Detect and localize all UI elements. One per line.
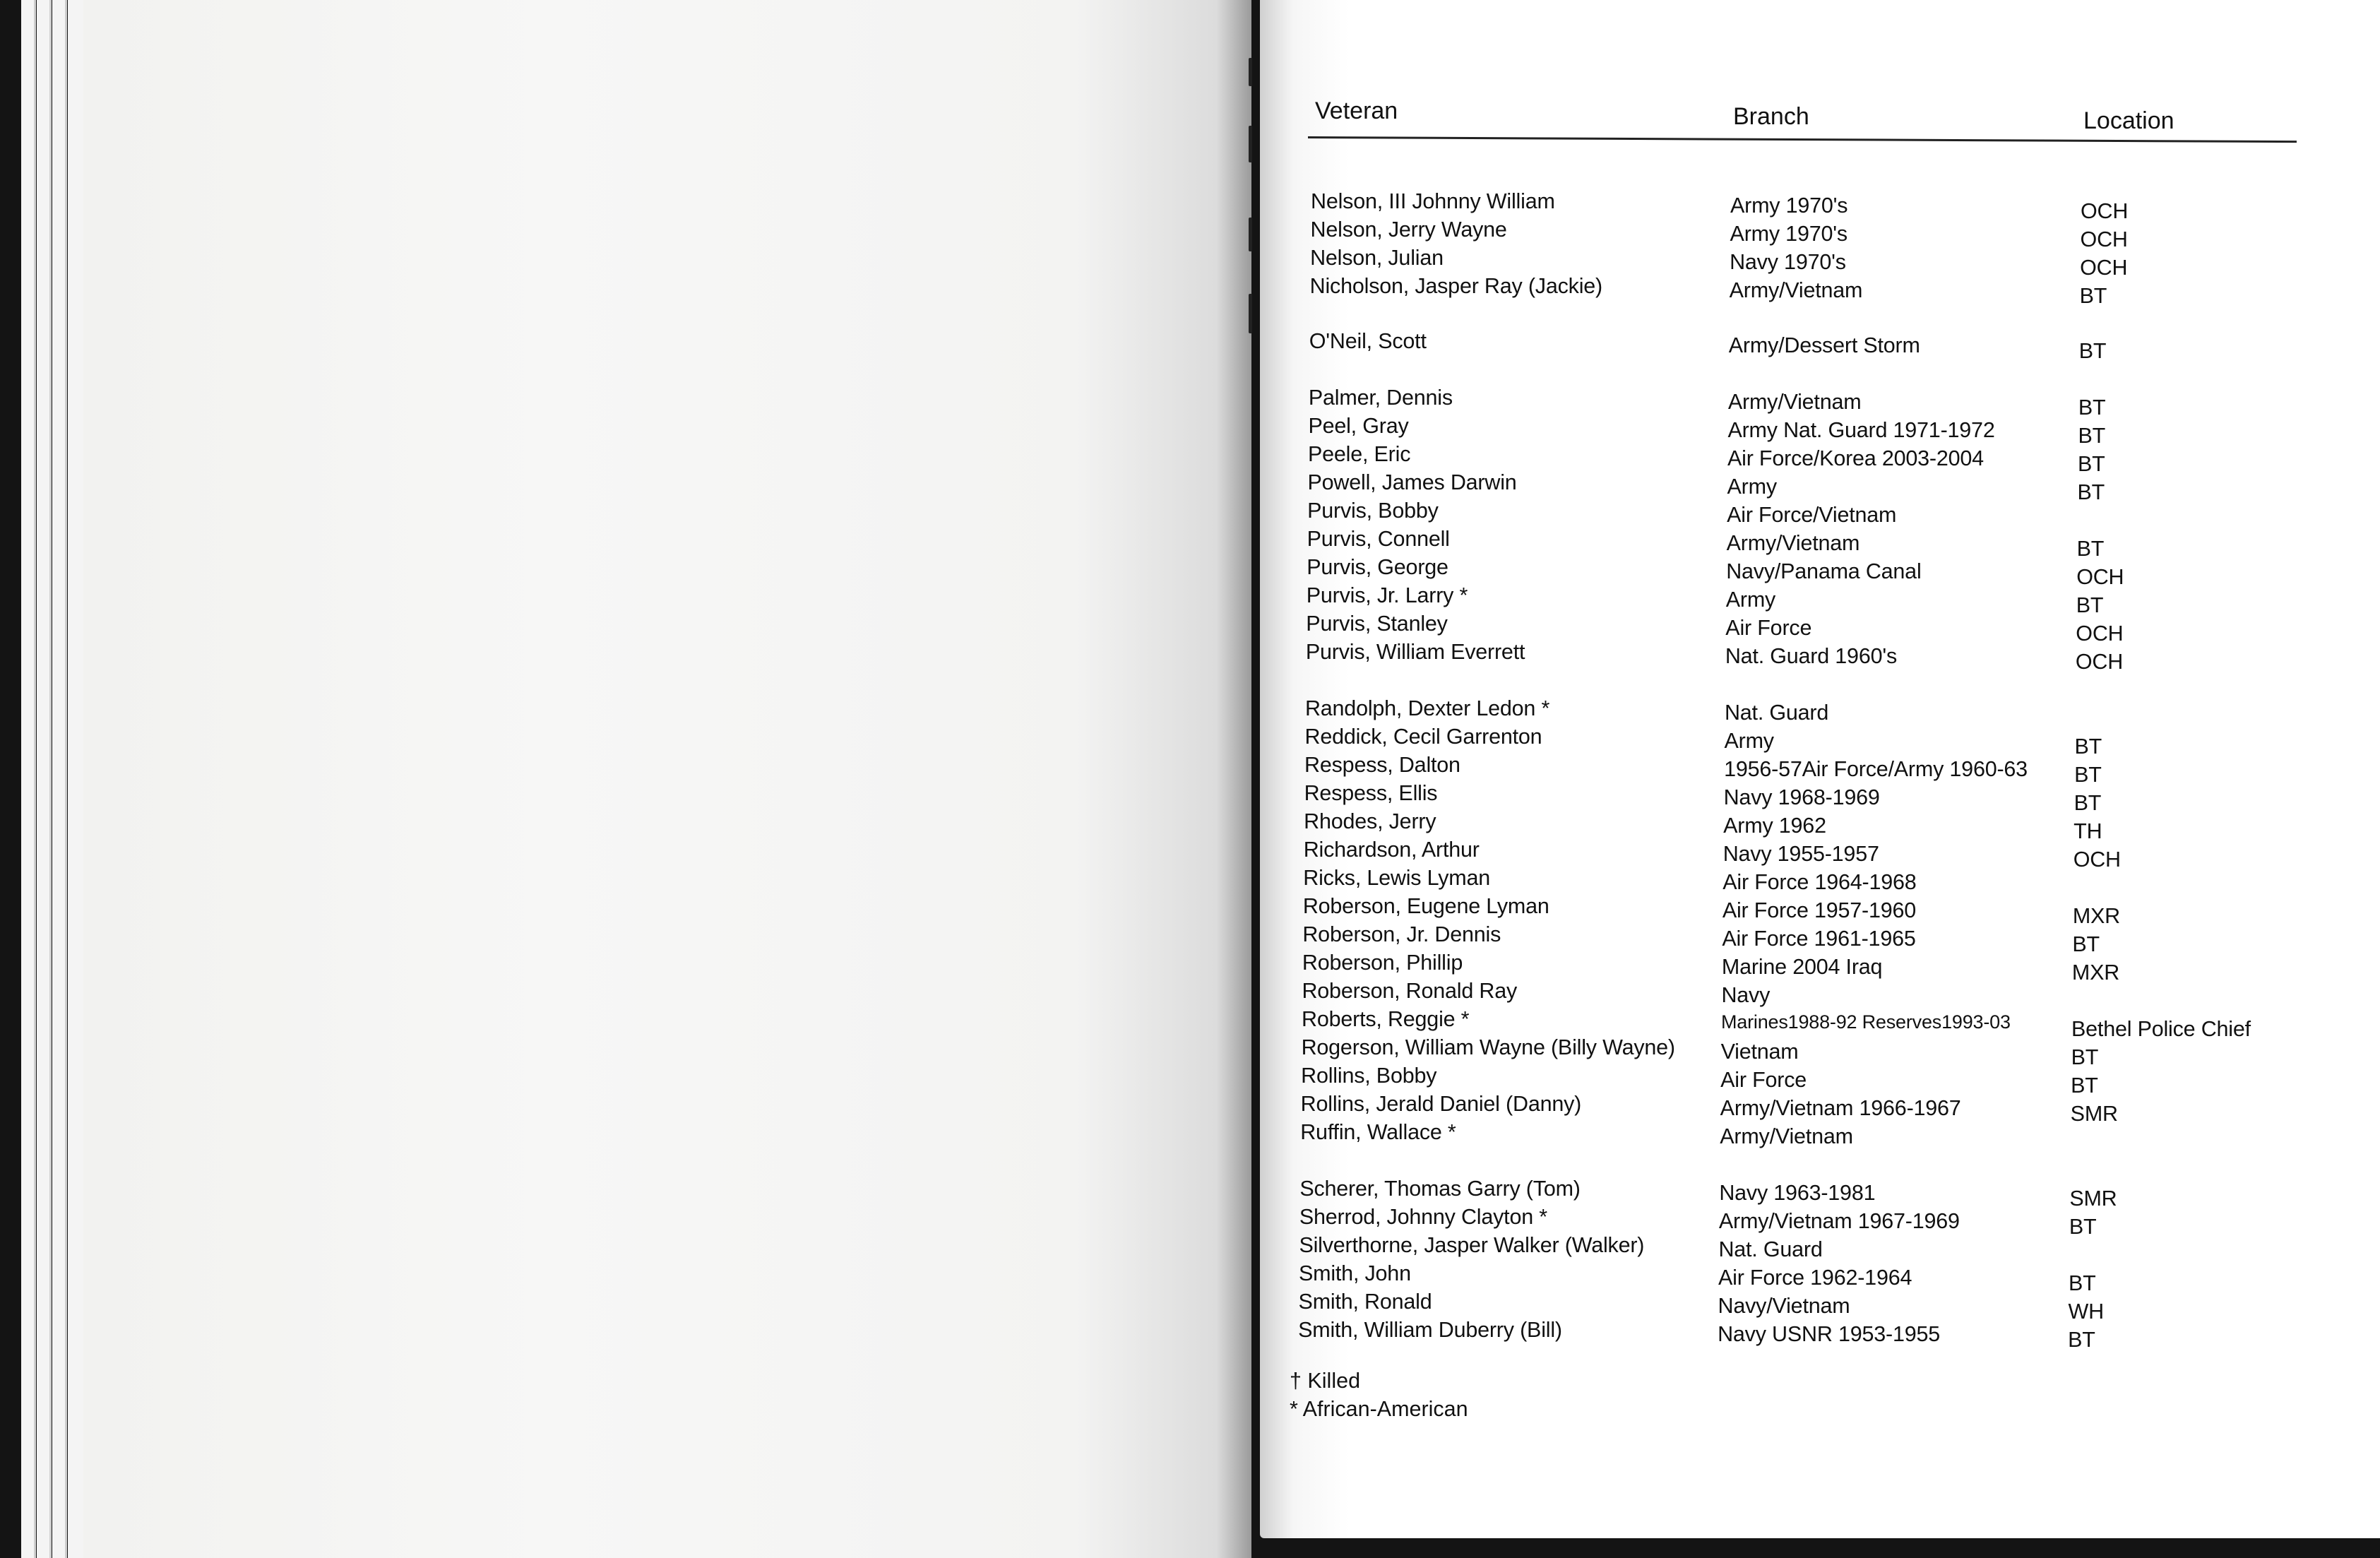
veteran-name: Randolph, Dexter Ledon * — [1304, 696, 1550, 720]
veteran-location: TH — [2073, 819, 2102, 843]
veteran-name: Roberson, Ronald Ray — [1302, 979, 1518, 1003]
veteran-location: BT — [2072, 932, 2100, 956]
veteran-location: OCH — [2075, 650, 2124, 674]
veteran-branch: Navy — [1721, 983, 1771, 1007]
veteran-branch: Army Nat. Guard 1971-1972 — [1727, 418, 1995, 442]
veteran-branch: Army/Vietnam — [1729, 278, 1863, 302]
veteran-name: Purvis, Jr. Larry * — [1306, 583, 1468, 607]
veteran-name: Nicholson, Jasper Ray (Jackie) — [1309, 274, 1603, 298]
veteran-name: Sherrod, Johnny Clayton * — [1299, 1205, 1547, 1229]
veteran-name: Richardson, Arthur — [1303, 838, 1480, 862]
page-edge — [21, 0, 36, 1558]
veteran-name: Silverthorne, Jasper Walker (Walker) — [1299, 1233, 1645, 1257]
veteran-branch: Army/Vietnam 1966-1967 — [1720, 1096, 1961, 1120]
veteran-location: OCH — [2073, 848, 2121, 872]
veteran-branch: Navy USNR 1953-1955 — [1718, 1322, 1941, 1346]
veteran-location: SMR — [2069, 1187, 2117, 1211]
veteran-branch: Navy 1963-1981 — [1719, 1181, 1876, 1205]
veteran-name: Smith, Ronald — [1298, 1290, 1432, 1314]
binding-mark — [1249, 218, 1252, 251]
veteran-location: BT — [2079, 284, 2107, 308]
veteran-branch: Army — [1727, 475, 1777, 499]
veteran-branch: 1956-57Air Force/Army 1960-63 — [1724, 757, 2028, 781]
veteran-branch: Marine 2004 Iraq — [1721, 955, 1883, 979]
veteran-location: OCH — [2081, 199, 2129, 223]
veteran-branch: Vietnam — [1720, 1040, 1799, 1064]
veteran-location: BT — [2078, 424, 2106, 448]
veteran-location: BT — [2078, 396, 2106, 420]
veteran-name: Purvis, Bobby — [1307, 499, 1439, 523]
page-edge — [37, 0, 52, 1558]
veteran-name: Smith, John — [1298, 1261, 1411, 1285]
location-column-header: Location — [2083, 107, 2174, 134]
veteran-location: SMR — [2070, 1102, 2118, 1126]
veteran-branch: Army 1970's — [1730, 222, 1848, 246]
veteran-branch: Navy 1968-1969 — [1723, 785, 1880, 809]
veteran-location: BT — [2068, 1328, 2095, 1352]
veteran-location: BT — [2077, 452, 2105, 476]
veteran-name: Smith, William Duberry (Bill) — [1298, 1318, 1562, 1342]
veteran-location: WH — [2068, 1300, 2104, 1324]
veteran-location: BT — [2074, 763, 2102, 787]
veteran-name: Purvis, George — [1307, 555, 1448, 579]
veteran-location: BT — [2076, 537, 2105, 561]
veteran-name: Nelson, III Johnny William — [1311, 189, 1555, 213]
veteran-name: Roberson, Eugene Lyman — [1302, 894, 1549, 918]
veteran-name: Roberson, Phillip — [1302, 951, 1463, 975]
veteran-branch: Navy 1970's — [1730, 250, 1846, 274]
veteran-name: Ricks, Lewis Lyman — [1303, 866, 1491, 890]
binding-mark — [1249, 126, 1252, 162]
veteran-branch: Army 1970's — [1730, 194, 1848, 218]
veteran-branch: Air Force 1961-1965 — [1722, 927, 1916, 951]
veteran-name: Purvis, Stanley — [1306, 612, 1448, 636]
veteran-branch: Nat. Guard — [1718, 1237, 1823, 1261]
veteran-name: Roberts, Reggie * — [1302, 1007, 1470, 1031]
veteran-location: BT — [2071, 1045, 2099, 1069]
veteran-branch: Army/Dessert Storm — [1728, 333, 1920, 357]
veteran-branch: Navy 1955-1957 — [1722, 842, 1879, 866]
left-page-blank-bleedthrough — [83, 0, 1251, 1558]
veteran-location: BT — [2073, 791, 2102, 815]
veteran-name: Peele, Eric — [1307, 442, 1411, 466]
veteran-name: Purvis, Connell — [1307, 527, 1450, 551]
veteran-name: Purvis, William Everrett — [1305, 640, 1525, 664]
veteran-name: Rollins, Bobby — [1301, 1064, 1437, 1088]
veteran-location: BT — [2068, 1271, 2096, 1295]
veteran-branch: Army — [1725, 588, 1776, 612]
veteran-name: Scherer, Thomas Garry (Tom) — [1299, 1177, 1581, 1201]
veteran-location: BT — [2069, 1215, 2097, 1239]
veteran-branch: Air Force — [1720, 1068, 1807, 1092]
veteran-name: Rhodes, Jerry — [1304, 809, 1436, 833]
veteran-name: Rollins, Jerald Daniel (Danny) — [1300, 1092, 1582, 1116]
veteran-branch: Nat. Guard 1960's — [1725, 644, 1898, 668]
veteran-name: Nelson, Julian — [1310, 246, 1444, 270]
veteran-branch: Army — [1724, 729, 1774, 753]
veteran-branch: Air Force — [1725, 616, 1812, 640]
veteran-name: O'Neil, Scott — [1309, 329, 1427, 353]
veteran-name: Nelson, Jerry Wayne — [1310, 218, 1507, 242]
binding-mark — [1249, 294, 1252, 333]
branch-column-header: Branch — [1733, 103, 1809, 130]
veteran-branch: Army 1962 — [1723, 814, 1826, 838]
veteran-branch: Air Force 1964-1968 — [1722, 870, 1917, 894]
veteran-branch: Air Force/Vietnam — [1727, 503, 1897, 527]
veteran-branch: Army/Vietnam — [1720, 1124, 1853, 1148]
veteran-branch: Marines1988-92 Reserves1993-03 — [1721, 1011, 2011, 1033]
veteran-name: Peel, Gray — [1308, 414, 1409, 438]
veteran-name: Powell, James Darwin — [1307, 470, 1517, 494]
binding-mark — [1249, 58, 1252, 86]
veteran-name: Reddick, Cecil Garrenton — [1304, 725, 1542, 749]
veteran-location: OCH — [2076, 565, 2124, 589]
veteran-location: Bethel Police Chief — [2071, 1017, 2251, 1041]
veteran-location: BT — [2076, 593, 2104, 617]
veteran-name: Respess, Ellis — [1304, 781, 1438, 805]
veteran-branch: Navy/Vietnam — [1718, 1294, 1850, 1318]
veteran-location: BT — [2071, 1074, 2098, 1098]
veteran-location: MXR — [2072, 904, 2120, 928]
veteran-location: BT — [2078, 339, 2107, 363]
veteran-location: OCH — [2080, 256, 2128, 280]
veteran-branch: Air Force 1962-1964 — [1718, 1266, 1912, 1290]
veteran-branch: Army/Vietnam — [1726, 531, 1860, 555]
veteran-name: Rogerson, William Wayne (Billy Wayne) — [1301, 1035, 1675, 1059]
legend-african-american: * African-American — [1290, 1397, 1468, 1421]
veteran-branch: Air Force 1957-1960 — [1722, 898, 1917, 922]
veteran-branch: Army/Vietnam — [1727, 390, 1862, 414]
legend-killed: † Killed — [1290, 1369, 1361, 1393]
veteran-branch: Air Force/Korea 2003-2004 — [1727, 446, 1984, 470]
veteran-location: OCH — [2080, 227, 2128, 251]
veteran-location: BT — [2077, 480, 2105, 504]
veteran-location: MXR — [2071, 961, 2120, 985]
page-edge — [52, 0, 67, 1558]
veteran-branch: Navy/Panama Canal — [1726, 559, 1922, 583]
veteran-name: Respess, Dalton — [1304, 753, 1460, 777]
veteran-branch: Army/Vietnam 1967-1969 — [1718, 1209, 1960, 1233]
veteran-name: Ruffin, Wallace * — [1300, 1120, 1456, 1144]
veteran-branch: Nat. Guard — [1724, 701, 1829, 725]
veteran-name: Palmer, Dennis — [1308, 386, 1453, 410]
veteran-location: BT — [2074, 735, 2102, 759]
veteran-column-header: Veteran — [1315, 97, 1398, 124]
veteran-name: Roberson, Jr. Dennis — [1302, 922, 1501, 946]
veteran-location: OCH — [2076, 622, 2124, 646]
